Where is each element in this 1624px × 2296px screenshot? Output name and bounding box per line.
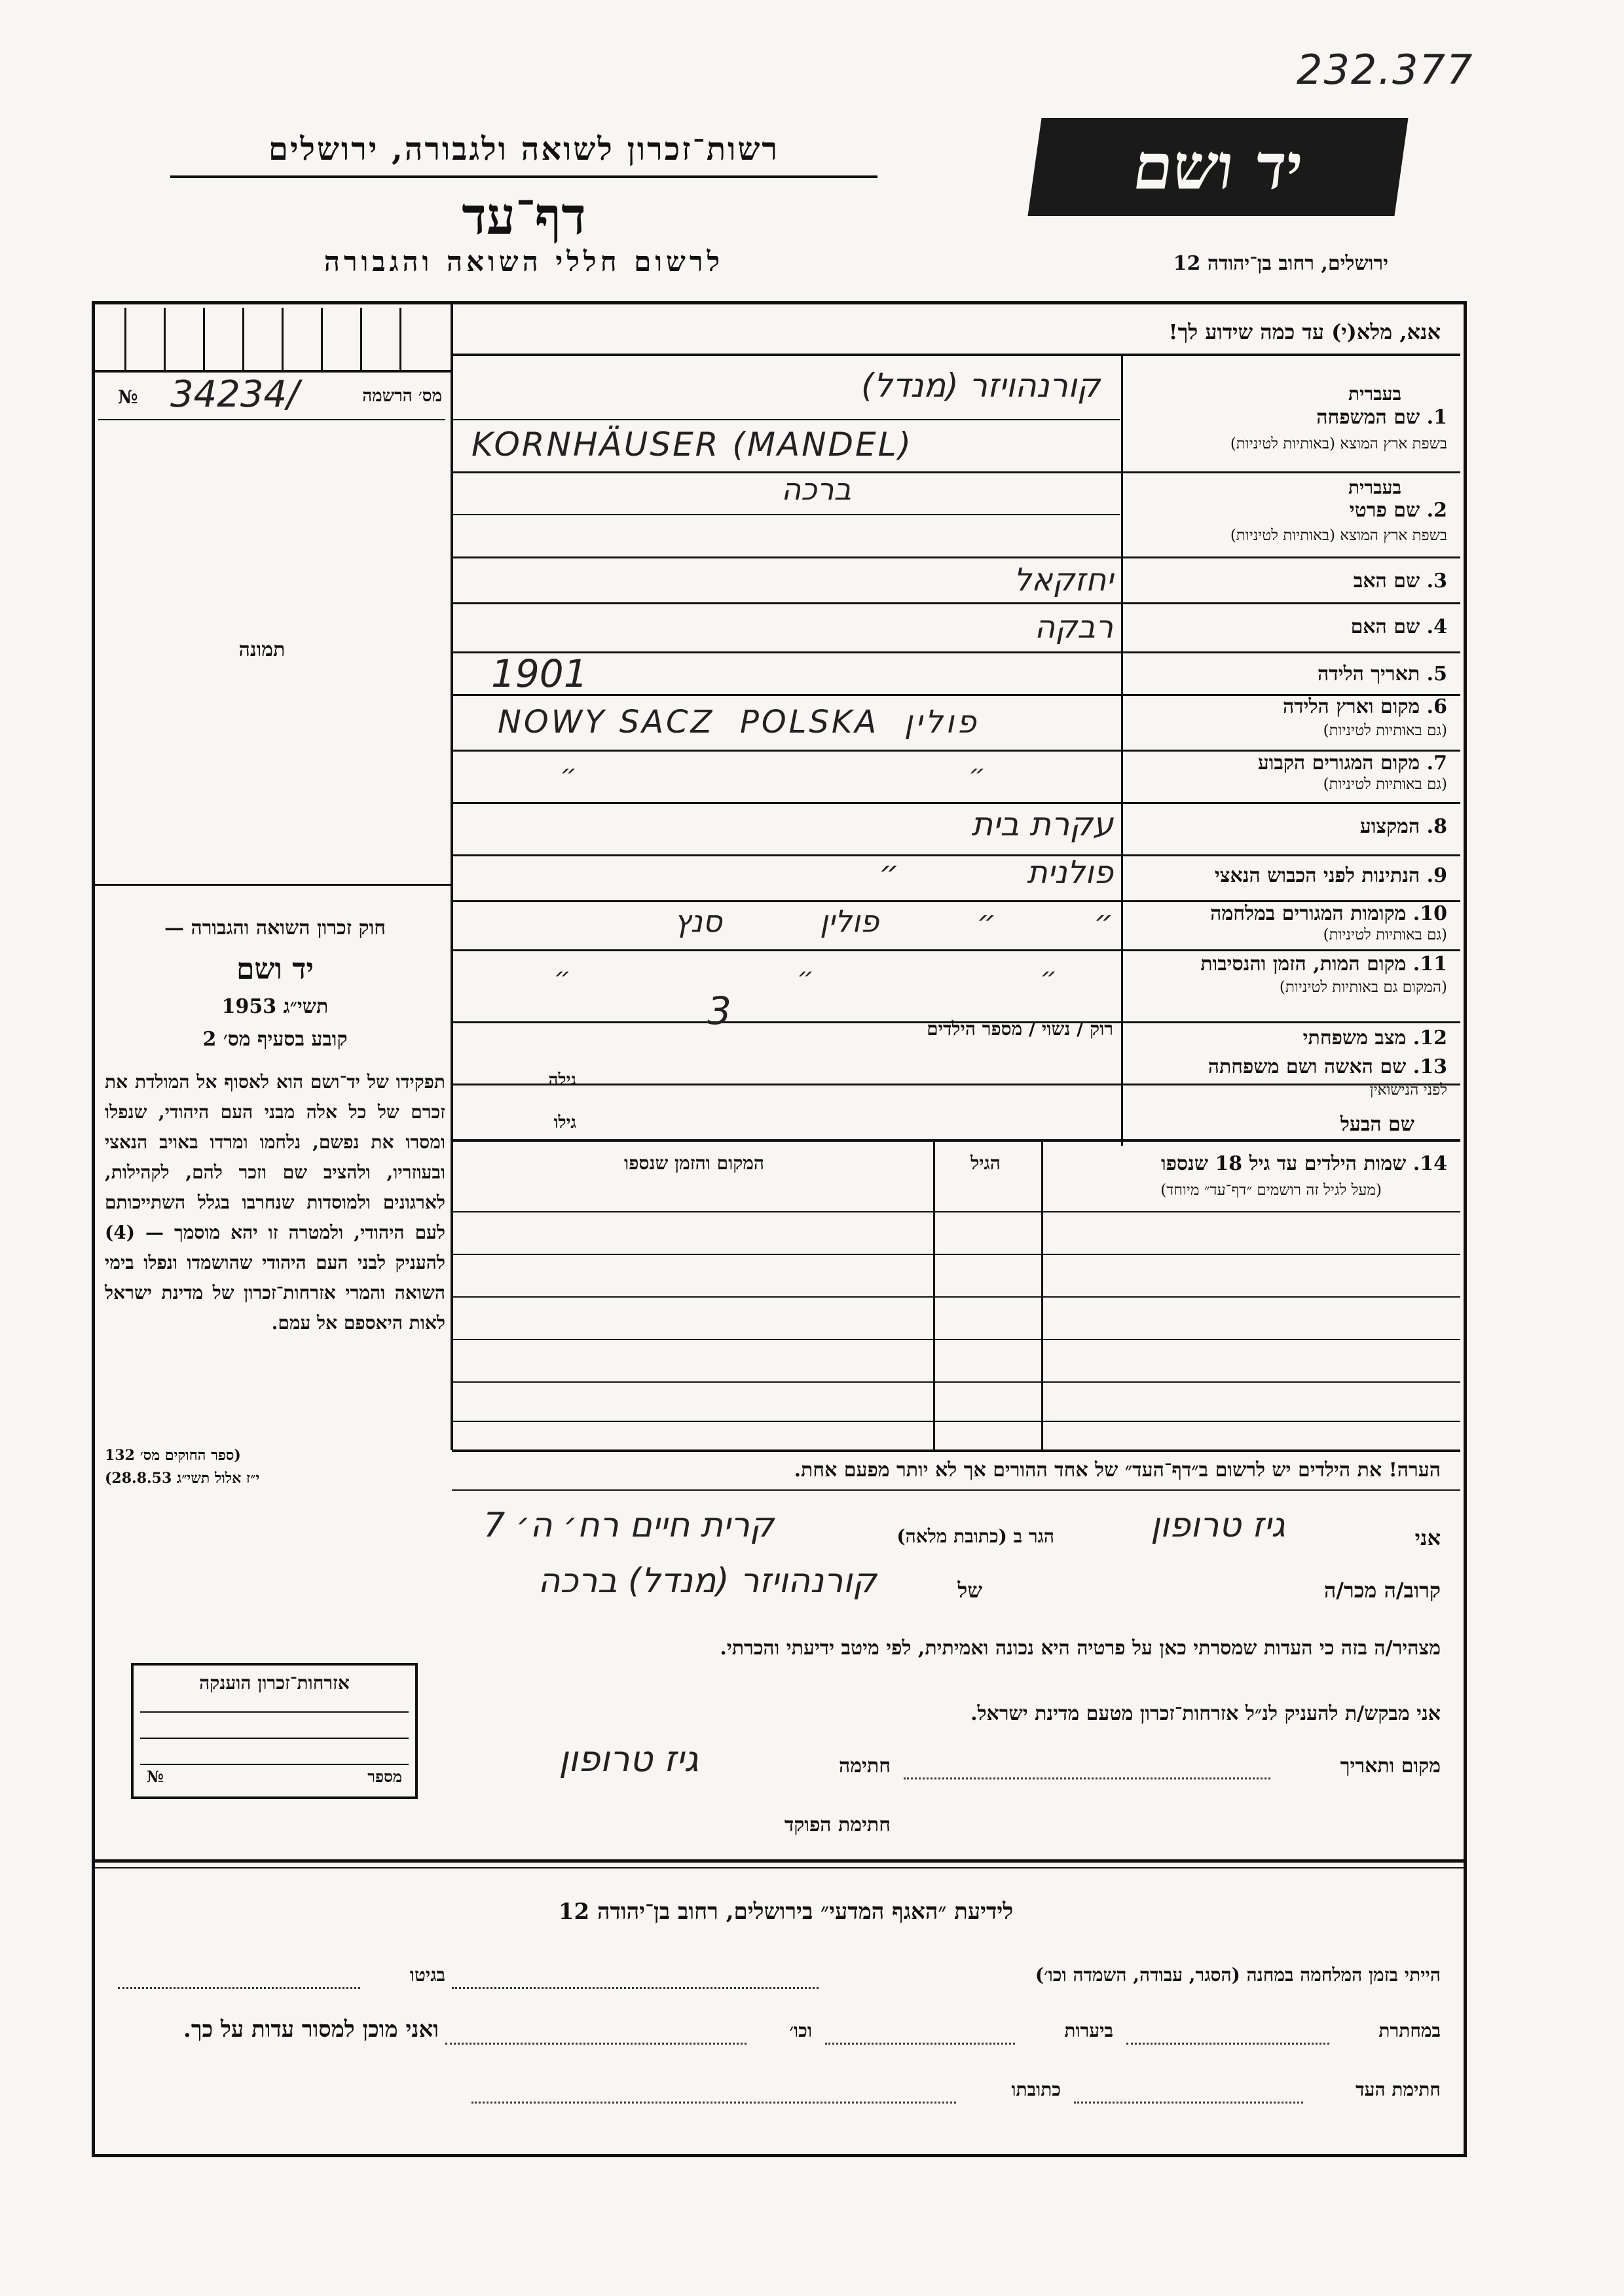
field-5-label: 5. תאריך הלידה — [1318, 663, 1447, 685]
law-section: קובע בסעיף מס׳ 2 — [202, 1028, 348, 1051]
field-3-label: 3. שם האב — [1353, 570, 1447, 592]
field-13-sub: לפני הנישואין — [1369, 1082, 1447, 1099]
footer-line1-end: בגיטו — [409, 1964, 445, 1986]
field-8-value: עקרת בית — [971, 805, 1113, 843]
field-13-label: 13. שם האשה ושם משפחתה — [1208, 1055, 1447, 1078]
law-date: י״ז אלול תשי״ג 28.8.53) — [105, 1470, 260, 1487]
field-13-age-label: גילה — [548, 1070, 576, 1090]
field-1-value-latin: KORNHÄUSER (MANDEL) — [471, 426, 913, 464]
field-10-label: 10. מקומות המגורים במלחמה — [1210, 902, 1447, 925]
header-address: ירושלים, רחוב בן־יהודה 12 — [1173, 252, 1388, 275]
field-1-hebrew-marker: בעברית — [1348, 383, 1401, 405]
archive-number: 232.377 — [1297, 46, 1474, 94]
field-12-label: 12. מצב משפחתי — [1302, 1027, 1447, 1049]
field-12-children-count: 3 — [707, 989, 731, 1033]
field-6-value: NOWY SACZ POLSKA פולין — [498, 704, 979, 740]
citizenship-no-symbol: № — [147, 1767, 164, 1786]
children-label: 14. שמות הילדים עד גיל 18 שנספו — [1160, 1152, 1447, 1175]
field-6-label: 6. מקום וארץ הלידה — [1282, 695, 1447, 718]
children-sub: (מעל לגיל זה רושמים ״דף־עד״ מיוחד) — [1160, 1182, 1382, 1199]
field-11-value: ״ ״ ״ — [553, 962, 1058, 993]
request: אני מבקש/ת להעניק לנ״ל אזרחות־זכרון מטעם מדינת ישראל. — [970, 1702, 1441, 1725]
field-8-label: 8. המקצוע — [1359, 815, 1447, 838]
witness-address: קרית חיים רח׳ ה׳ 7 — [483, 1506, 774, 1545]
law-year: תשי״ג 1953 — [221, 995, 329, 1018]
law-title: חוק זכרון השואה והגבורה — — [164, 917, 386, 939]
field-7-label: 7. מקום המגורים הקבוע — [1257, 752, 1447, 774]
footer-line2-end: ואני מוכן למסור עדות על כך. — [183, 2016, 439, 2043]
field-6-sub: (גם באותיות לטיניות) — [1323, 722, 1447, 739]
husband-age-label: גילו — [553, 1113, 576, 1133]
registration-number: 34234/ — [170, 373, 300, 416]
citizenship-number-label: מספר — [367, 1767, 402, 1786]
form-title: דף־עד — [462, 187, 586, 246]
registration-no-symbol: № — [118, 386, 138, 408]
law-source: (ספר החוקים מס׳ 132 — [105, 1447, 241, 1464]
relative-label: קרוב/ה מכר/ה — [1323, 1578, 1441, 1603]
resident-label: הגר ב (כתובת מלאה) — [896, 1525, 1054, 1547]
footer-title: לידיעת ״האגף המדעי״ בירושלים, רחוב בן־יהודה 12 — [558, 1899, 1014, 1925]
declaration-prefix: אני — [1414, 1525, 1441, 1550]
citizenship-box — [131, 1663, 418, 1799]
instruction: אנא, מלא(י) עד כמה שידוע לך! — [1168, 319, 1441, 344]
citizenship-title: אזרחות־זכרון הוענקה — [199, 1672, 350, 1694]
signature-label: חתימה — [839, 1755, 891, 1777]
field-7-value: ״ ״ — [560, 759, 1077, 790]
field-11-label: 11. מקום המות, הזמן והנסיבות — [1200, 953, 1447, 975]
footer-line3-a: חתימת העד — [1356, 2079, 1441, 2100]
field-11-sub: (המקום גם באותיות לטיניות) — [1279, 979, 1447, 996]
field-9-label: 9. הנתינות לפני הכבוש הנאצי — [1214, 864, 1447, 887]
field-10-value: ״ ״ פולין סנץ — [674, 903, 1113, 939]
note: הערה! את הילדים יש לרשום ב״דף־העד״ של אחד ההורים אך לא יותר מפעם אחת. — [794, 1459, 1441, 1482]
field-7-sub: (גם באותיות לטיניות) — [1323, 776, 1447, 793]
form-subtitle: לרשום חללי השואה והגבורה — [323, 246, 724, 278]
field-2-label: 2. שם פרטי — [1349, 499, 1447, 522]
registration-ticks — [98, 308, 449, 370]
place-date-label: מקום ותאריך — [1340, 1755, 1441, 1777]
footer-line1: הייתי בזמן המלחמה במחנה (הסגר, עבודה, השמדה וכו׳) — [1035, 1964, 1441, 1986]
yad-vashem-logo: יד ושם — [1027, 118, 1408, 216]
field-2-sub: בשפת ארץ המוצא (באותיות לטיניות) — [1230, 527, 1447, 544]
of-label: של — [957, 1578, 982, 1603]
children-col-age: הגיל — [970, 1152, 1001, 1174]
subject-name: קורנהויזר (מנדל) ברכה — [538, 1561, 877, 1601]
children-col-place: המקום והזמן שנספו — [624, 1152, 764, 1174]
registration-label: מס׳ הרשמה — [362, 386, 442, 406]
footer-line2-b: ביערות — [1064, 2020, 1113, 2041]
field-4-value: רבקה — [1034, 609, 1113, 646]
official-label: חתימת הפוקד — [784, 1813, 891, 1836]
photo-label: תמונה — [238, 638, 286, 661]
signature: גיז טרופון — [559, 1738, 699, 1779]
field-1-sub: בשפת ארץ המוצא (באותיות לטיניות) — [1230, 435, 1447, 452]
field-10-sub: (גם באותיות לטיניות) — [1323, 926, 1447, 943]
footer-line3-b: כתובתו — [1011, 2079, 1061, 2100]
field-9-value: פולנית ״ — [878, 854, 1113, 891]
footer-line2-c: וכו׳ — [789, 2020, 812, 2041]
law-text: תפקידו של יד־ושם הוא לאסוף אל המולדת את זכרם של כל אלה מבני העם היהודי, שנפלו ומסרו את נפשם, נלחמו ומרדו באויב הנאצי ובעוזריו, ולהציב שם וזכר להם, לקהילות, לארגונים ולמוסדות שנחרבו בגלל השתייכותם לעם היהודי, ולמטרה זו יהא מוסמך — (4) להעניק לבני העם היהודי שהושמדו ונפלו בימי השואה והמרי אזרחות־זכרון של מדינת ישראל לאות היאספם אל עמם. — [105, 1071, 445, 1334]
law-name: יד ושם — [236, 953, 314, 986]
field-5-value: 1901 — [491, 651, 588, 696]
husband-label: שם הבעל — [1340, 1113, 1414, 1136]
footer-line2-a: במחתרת — [1378, 2020, 1441, 2041]
field-1-label: 1. שם המשפחה — [1316, 406, 1447, 429]
field-12-options: רוק / נשוי / מספר הילדים — [927, 1018, 1113, 1040]
field-3-value: יחזקאל — [1013, 562, 1113, 598]
witness-name: גיז טרופון — [1151, 1506, 1285, 1545]
field-2-hebrew-marker: בעברית — [1348, 477, 1401, 498]
field-2-value: ברכה — [781, 471, 851, 507]
field-1-value-hebrew: קורנהויזר (מנדל) — [861, 367, 1100, 405]
field-4-label: 4. שם האם — [1350, 615, 1447, 638]
org-name: רשות־זכרון לשואה ולגבורה, ירושלים — [268, 131, 780, 168]
statement: מצהיר/ה בזה כי העדות שמסרתי כאן על פרטיה היא נכונה ואמיתית, לפי מיטב ידיעתי והכרתי. — [720, 1637, 1441, 1660]
